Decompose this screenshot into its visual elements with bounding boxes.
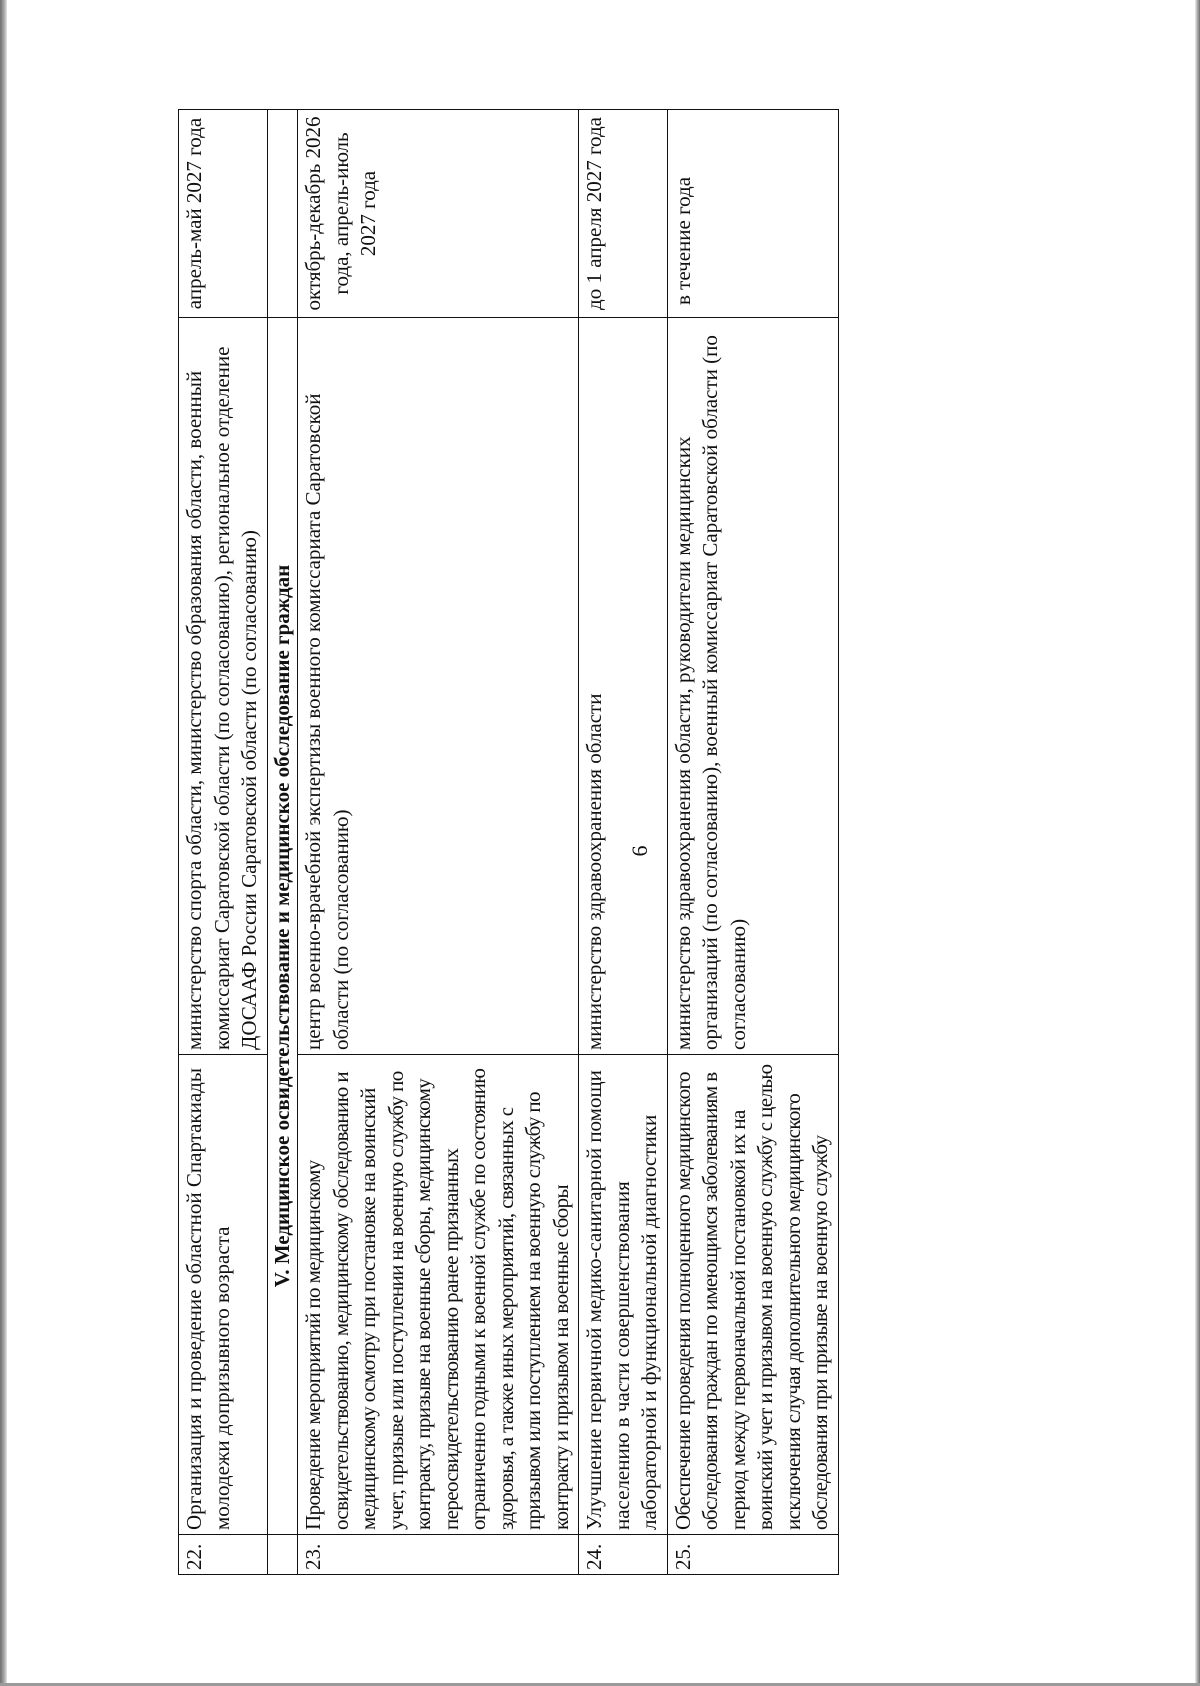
- section-title: V. Медицинское освидетельствование и медицинское обследование граждан: [267, 318, 298, 1535]
- table-row-24: [579, 110, 668, 1575]
- term-cell: в течение года: [667, 110, 838, 318]
- executor-cell: министерство спорта области, министерство образования области, военный комиссариат Саратовской области (по согласованию), региональное отделение ДОСААФ России Саратовской области (по согласованию): [179, 318, 268, 1055]
- term-cell: октябрь-декабрь 2026 года, апрель-июль 2027 года: [298, 110, 579, 318]
- scan-edge-right: [1195, 0, 1200, 1686]
- table-row-23: [298, 110, 579, 1575]
- row-number: 23.: [298, 1535, 579, 1575]
- section-header-row: [267, 110, 298, 1575]
- measures-table: [178, 109, 839, 1575]
- event-cell: Проведение мероприятий по медицинскому освидетельствованию, медицинскому обследованию и медицинскому осмотру при постановке на воинский учет, призыве или поступлении на военную службу по контракту, призыве на военные сборы, медицинскому переосвидетельствованию ранее признанных ограниченно годными к военной службе по состоянию здоровья, а также иных мероприятий, связанных с призывом или поступлением на военную службу по контракту и призывом на военные сборы: [298, 1055, 579, 1535]
- event-cell: Улучшение первичной медико-санитарной помощи населению в части совершенствования лабораторной и функциональной диагностики: [579, 1055, 668, 1535]
- table-row-22: [179, 110, 268, 1575]
- section-number-cell: [267, 1535, 298, 1575]
- executor-cell: центр военно-врачебной экспертизы военного комиссариата Саратовской области (по согласованию): [298, 318, 579, 1055]
- event-cell: Обеспечение проведения полноценного медицинского обследования граждан по имеющимся заболеваниям в период между первоначальной постановкой их на воинский учет и призывом на военную службу с целью исключения случая дополнительного медицинского обследования при призыве на военную службу: [667, 1055, 838, 1535]
- table-row-25: [667, 110, 838, 1575]
- term-cell: до 1 апреля 2027 года: [579, 110, 668, 318]
- row-number: 24.: [579, 1535, 668, 1575]
- section-term-cell: [267, 110, 298, 318]
- executor-cell: министерство здравоохранения области: [579, 318, 668, 1055]
- executor-cell: министерство здравоохранения области, руководители медицинских организаций (по согласованию), военный комиссариат Саратовской области (по согласованию): [667, 318, 838, 1055]
- rotated-page: [178, 110, 1053, 1575]
- row-number: 25.: [667, 1535, 838, 1575]
- term-cell: апрель-май 2027 года: [179, 110, 268, 318]
- row-number: 22.: [179, 1535, 268, 1575]
- scan-edge-left: [0, 0, 7, 1686]
- page-number: 6: [627, 845, 652, 857]
- event-cell: Организация и проведение областной Спартакиады молодежи допризывного возраста: [179, 1055, 268, 1535]
